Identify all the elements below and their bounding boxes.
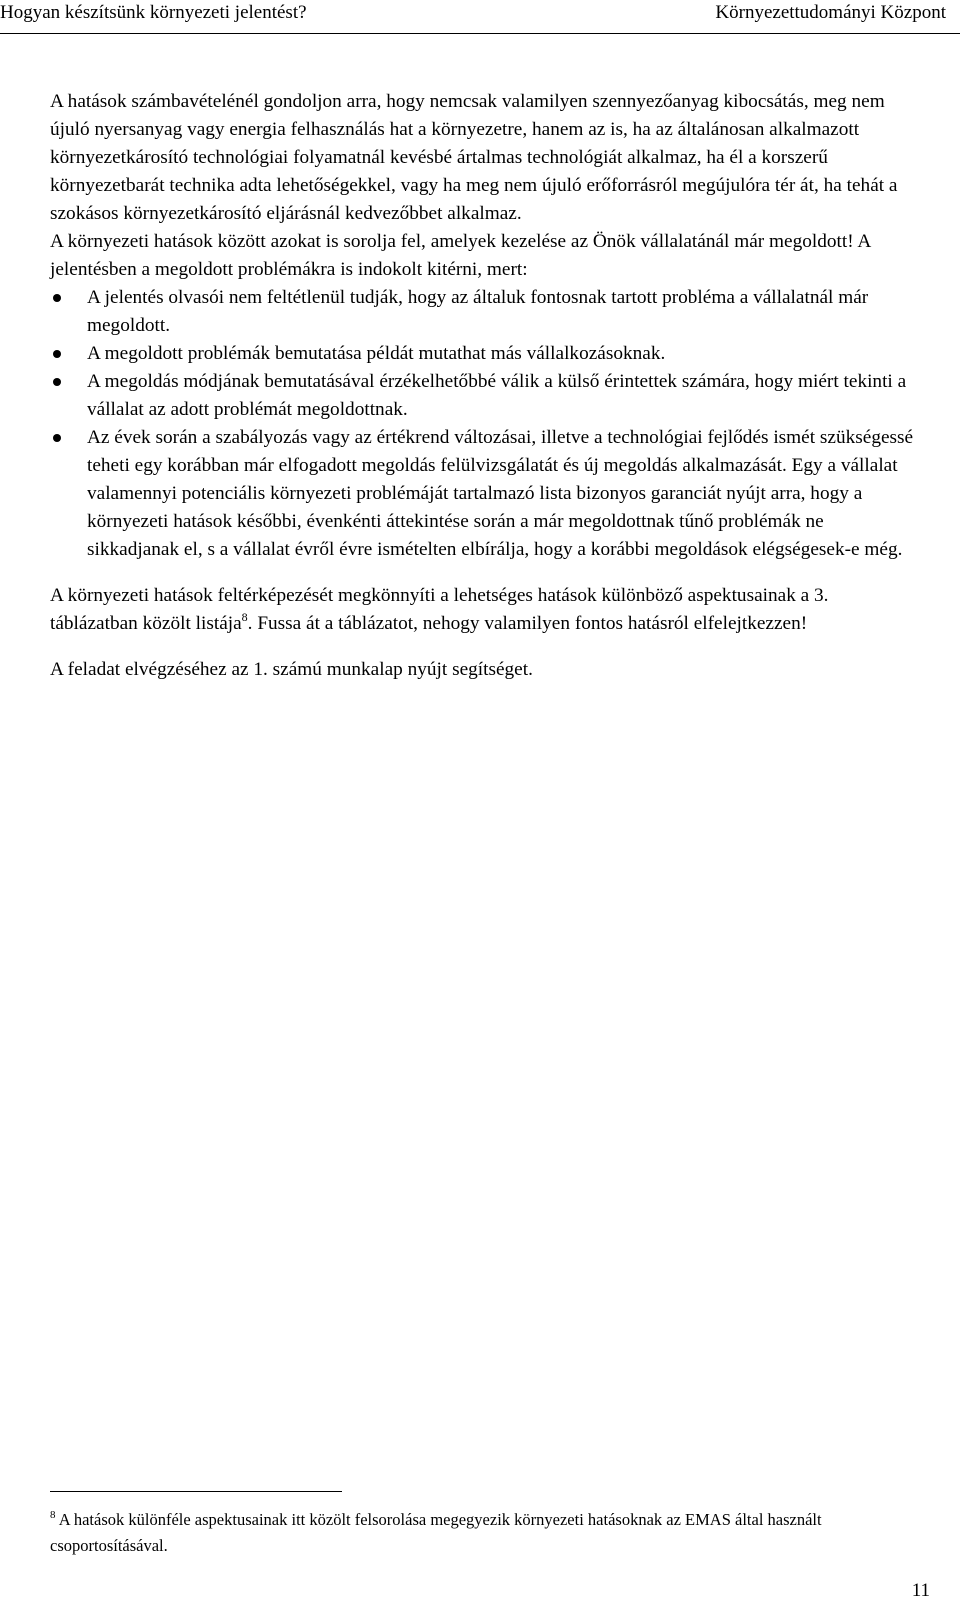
bullet-icon bbox=[53, 350, 61, 358]
paragraph-aspects: A környezeti hatások feltérképezését megkönnyíti a lehetséges hatások különböző aspektusainak a 3. táblázatban közölt listája$^8$. Fussa át a táblázatot, nehogy valamilyen fontos hatásról elfelejtkezzen! bbox=[50, 585, 829, 634]
list-item: A megoldott problémák bemutatása példát mutathat más vállalkozásoknak. bbox=[50, 340, 920, 368]
bullet-icon bbox=[53, 294, 61, 302]
list-item: A jelentés olvasói nem feltétlenül tudják, hogy az általuk fontosnak tartott probléma a vállalatnál már megoldott. bbox=[50, 284, 920, 340]
footnote bbox=[50, 1507, 910, 1559]
bullet-icon bbox=[53, 378, 61, 386]
paragraph-solved-problems: A környezeti hatások között azokat is sorolja fel, amelyek kezelése az Önök vállalatánál már megoldott! A jelentésben a megoldott problémákra is indokolt kitérni, mert: bbox=[50, 231, 871, 280]
paragraph-worksheet: A feladat elvégzéséhez az 1. számú munkalap nyújt segítséget. bbox=[50, 659, 533, 680]
list-item: A megoldás módjának bemutatásával érzékelhetőbbé válik a külső érintettek számára, hogy miért tekinti a vállalat az adott problémát megoldottnak. bbox=[50, 368, 920, 424]
footnote-text: A hatások különféle aspektusainak itt közölt felsorolása megegyezik környezeti hatásoknak az EMAS által használt csoportosításával. bbox=[50, 1510, 822, 1555]
main-content bbox=[50, 88, 920, 684]
list-item: Az évek során a szabályozás vagy az értékrend változásai, illetve a technológiai fejlődés ismét szükségessé teheti egy korábban már elfogadott megoldás felülvizsgálatát és új megoldás alkalmazását. Egy a vállalat valamennyi potenciális környezeti problémáját tartalmazó lista bizonyos garanciát nyújt arra, hogy a környezeti hatások későbbi, évenkénti áttekintése során a már megoldottnak tűnő problémák ne sikkadjanak el, s a vállalat évről évre ismételten elbírálja, hogy a korábbi megoldások elégségesek-e még. bbox=[50, 424, 920, 564]
footnote-separator bbox=[50, 1491, 342, 1492]
reasons-list bbox=[50, 284, 920, 564]
page-header bbox=[0, 0, 960, 36]
header-organization: Környezettudományi Központ bbox=[715, 2, 946, 23]
footnote-number: 8 bbox=[50, 1508, 56, 1521]
footnote-reference[interactable]: 8 bbox=[241, 609, 248, 624]
bullet-icon bbox=[53, 434, 61, 442]
page-number: 11 bbox=[911, 1580, 930, 1601]
header-rule bbox=[0, 33, 960, 34]
paragraph-impacts: A hatások számbavételénél gondoljon arra, hogy nemcsak valamilyen szennyezőanyag kibocsátás, meg nem újuló nyersanyag vagy energia felhasználás hat a környezetre, hanem az is, ha az általánosan alkalmazott környezetkárosító technológiai folyamatnál kevésbé ártalmas technológiát alkalmaz, ha él a korszerű környezetbarát technika adta lehetőségekkel, vagy ha meg nem újuló erőforrásról megújulóra tér át, ha tehát a szokásos környezetkárosító eljárásnál kedvezőbbet alkalmaz. bbox=[50, 91, 898, 224]
header-document-title: Hogyan készítsünk környezeti jelentést? bbox=[0, 2, 307, 23]
